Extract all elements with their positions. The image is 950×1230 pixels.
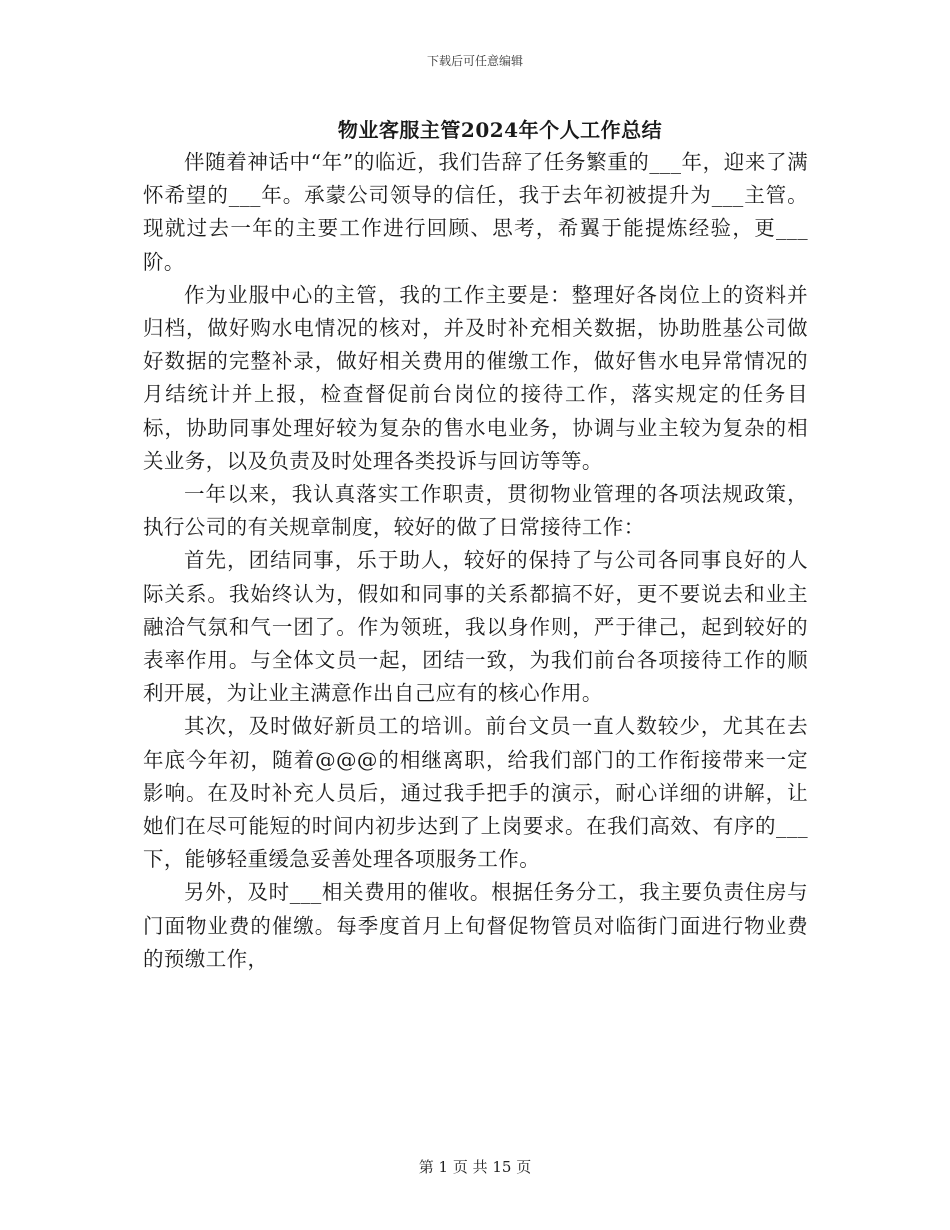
paragraph-training: 其次，及时做好新员工的培训。前台文员一直人数较少，尤其在去年底今年初，随着@@@的相继离职，给我们部门的工作衔接带来一定影响。在及时补充人员后，通过我手把手的演示，耐心详细的讲解，让她们在尽可能短的时间内初步达到了上岗要求。在我们高效、有序的___下，能够轻重缓急妥善处理各项服务工作。 xyxy=(143,714,808,872)
document-title: 物业客服主管2024年个人工作总结 xyxy=(337,118,663,142)
document-body xyxy=(143,146,808,976)
paragraph-intro: 伴随着神话中“年”的临近，我们告辞了任务繁重的___年，迎来了满怀希望的___年。承蒙公司领导的信任，我于去年初被提升为___主管。现就过去一年的主要工作进行回顾、思考，希翼于能提炼经验，更___阶。 xyxy=(143,150,808,274)
paragraph-duties: 作为业服中心的主管，我的工作主要是：整理好各岗位上的资料并归档，做好购水电情况的核对，并及时补充相关数据，协助胜基公司做好数据的完整补录，做好相关费用的催缴工作，做好售水电异常情况的月结统计并上报，检查督促前台岗位的接待工作，落实规定的任务目标，协助同事处理好较为复杂的售水电业务，协调与业主较为复杂的相关业务，以及负责及时处理各类投诉与回访等等。 xyxy=(143,282,808,473)
paragraph-teamwork: 首先，团结同事，乐于助人，较好的保持了与公司各同事良好的人际关系。我始终认为，假如和同事的关系都搞不好，更不要说去和业主融洽气氛和气一团了。作为领班，我以身作则，严于律己，起到较好的表率作用。与全体文员一起，团结一致，为我们前台各项接待工作的顺利开展，为让业主满意作出自己应有的核心作用。 xyxy=(143,548,808,706)
paragraph-year-summary: 一年以来，我认真落实工作职责，贯彻物业管理的各项法规政策，执行公司的有关规章制度，较好的做了日常接待工作： xyxy=(143,482,808,540)
paragraph-fee-collection: 另外，及时___相关费用的催收。根据任务分工，我主要负责住房与门面物业费的催缴。每季度首月上旬督促物管员对临街门面进行物业费的预缴工作， xyxy=(143,880,808,971)
page-header-note: 下载后可任意编辑 xyxy=(426,54,523,68)
page-number-footer: 第 1 页 共 15 页 xyxy=(418,1158,532,1176)
